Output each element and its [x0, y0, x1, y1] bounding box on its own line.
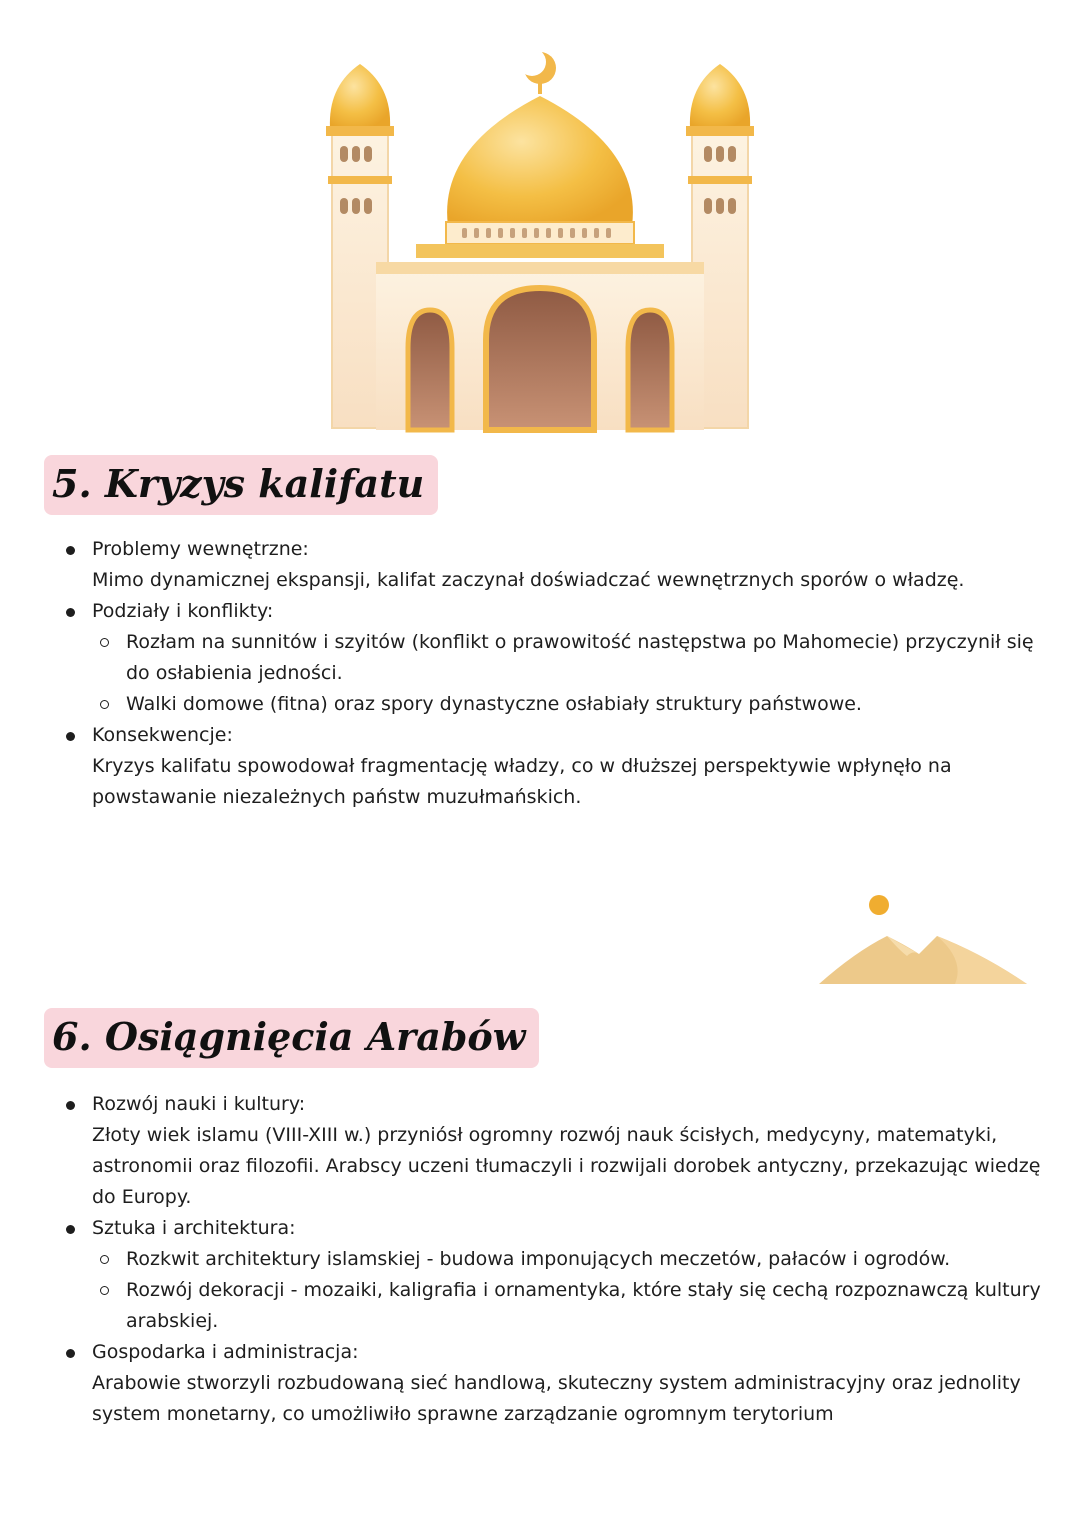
bullet-text: Arabowie stworzyli rozbudowaną sieć handlową, skuteczny system administracyjny oraz jednolity system monetarny, co umożliwiło sprawne zarządzanie ogromnym terytorium: [92, 1372, 1021, 1425]
sub-list-item: Rozkwit architektury islamskiej - budowa imponujących meczetów, pałaców i ogrodów.: [92, 1244, 1042, 1275]
sub-list-item: Rozłam na sunnitów i szyitów (konflikt o prawowitość następstwa po Mahomecie) przyczynił się do osłabienia jedności.: [92, 627, 1042, 689]
list-item: [62, 1213, 1042, 1337]
sub-list-item: Rozwój dekoracji - mozaiki, kaligrafia i ornamentyka, które stały się cechą rozpoznawczą kultury arabskiej.: [92, 1275, 1042, 1337]
bullet-heading: Konsekwencje:: [92, 724, 233, 746]
bullet-heading: Podziały i konflikty:: [92, 600, 274, 622]
bullet-heading: Gospodarka i administracja:: [92, 1341, 359, 1363]
list-item: [62, 534, 1042, 596]
bullet-text: Kryzys kalifatu spowodował fragmentację władzy, co w dłuższej perspektywie wpłynęło na powstawanie niezależnych państw muzułmańskich.: [92, 755, 952, 808]
bullet-heading: Rozwój nauki i kultury:: [92, 1093, 306, 1115]
list-item: [62, 1337, 1042, 1430]
bullet-heading: Sztuka i architektura:: [92, 1217, 296, 1239]
list-item: [62, 1089, 1042, 1213]
section-title-kryzys-kalifatu: 5. Kryzys kalifatu: [44, 455, 438, 515]
desert-dunes-icon: [815, 890, 1030, 988]
section-notes: [62, 534, 1042, 813]
section-title-osiagniecia-arabow: 6. Osiągnięcia Arabów: [44, 1008, 539, 1068]
list-item: [62, 720, 1042, 813]
mosque-icon: [320, 48, 760, 433]
sub-list-item: Walki domowe (fitna) oraz spory dynastyczne osłabiały struktury państwowe.: [92, 689, 1042, 720]
bullet-text: Mimo dynamicznej ekspansji, kalifat zaczynał doświadczać wewnętrznych sporów o władzę.: [92, 569, 965, 591]
list-item: [62, 596, 1042, 720]
bullet-text: Złoty wiek islamu (VIII-XIII w.) przyniósł ogromny rozwój nauk ścisłych, medycyny, matematyki, astronomii oraz filozofii. Arabscy uczeni tłumaczyli i rozwijali dorobek antyczny, przekazując wiedzę do Europy.: [92, 1124, 1041, 1208]
bullet-heading: Problemy wewnętrzne:: [92, 538, 309, 560]
section-notes: [62, 1089, 1042, 1430]
